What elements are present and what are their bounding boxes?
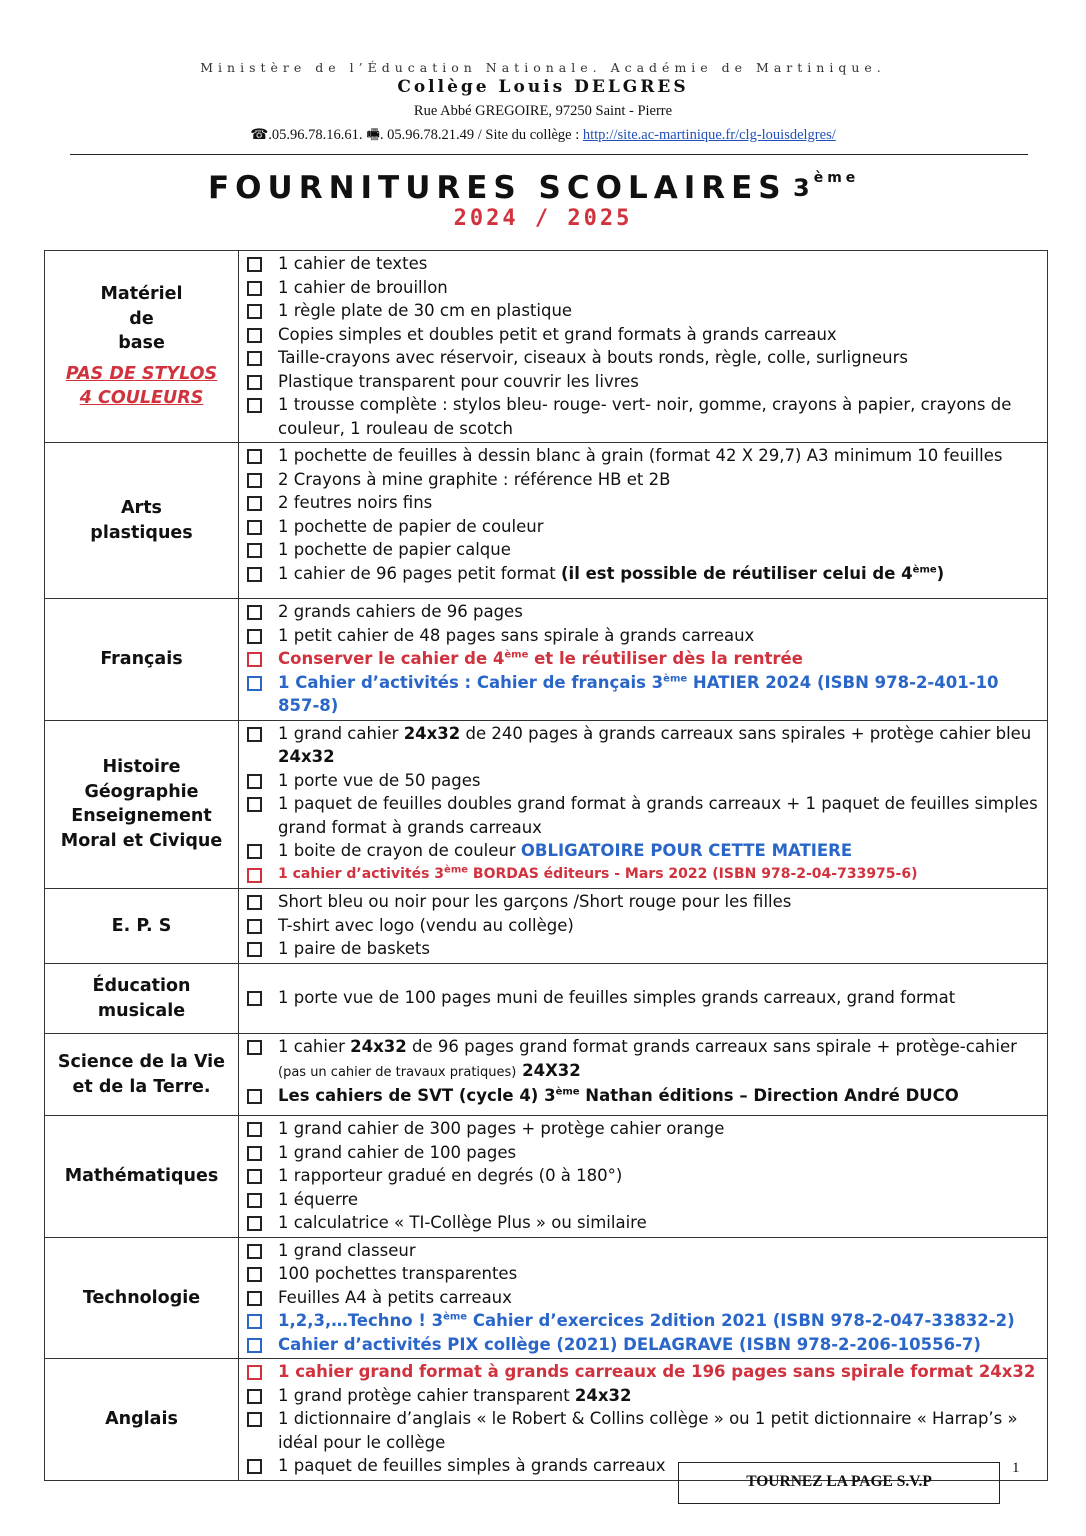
item-text: 1 rapporteur gradué en degrés (0 à 180°) — [278, 1166, 623, 1185]
subject-cell — [45, 1237, 239, 1359]
grade-suffix: ème — [813, 170, 860, 186]
item-emphasis: OBLIGATOIRE POUR CETTE MATIERE — [520, 841, 853, 860]
checkbox-icon[interactable] — [247, 281, 262, 296]
checkbox-icon[interactable] — [247, 1412, 262, 1427]
checkbox-icon[interactable] — [247, 328, 262, 343]
subject-cell — [45, 1116, 239, 1238]
supply-item — [245, 722, 1041, 769]
checkbox-icon[interactable] — [247, 676, 262, 691]
item-bold: 24x32 — [350, 1037, 407, 1056]
checkbox-icon[interactable] — [247, 304, 262, 319]
college-address: Rue Abbé GREGOIRE, 97250 Saint - Pierre — [413, 103, 673, 119]
item-text: 1 cahier de textes — [278, 254, 428, 273]
item-text: 1 boite de crayon de couleur — [278, 841, 521, 860]
item-sup: ème — [663, 673, 688, 684]
item-text: Feuilles A4 à petits carreaux — [278, 1287, 512, 1307]
subject-label: Géographie — [84, 781, 199, 802]
supply-item — [245, 468, 1041, 492]
item-sup: ème — [443, 1311, 468, 1323]
checkbox-icon[interactable] — [247, 473, 262, 488]
phone-number: ☎.05.96.78.16.61. — [250, 127, 363, 143]
supply-item — [245, 1117, 1041, 1141]
checkbox-icon[interactable] — [247, 1389, 262, 1404]
supplies-table — [44, 250, 1048, 1481]
checkbox-icon[interactable] — [247, 398, 262, 413]
item-text: 1 règle plate de 30 cm en plastique — [278, 301, 573, 320]
supply-item — [245, 299, 1041, 323]
checkbox-icon[interactable] — [247, 797, 262, 812]
supply-item — [245, 1407, 1041, 1454]
items-cell — [239, 964, 1048, 1034]
checkbox-icon[interactable] — [247, 520, 262, 535]
subject-cell — [45, 599, 239, 721]
checkbox-icon[interactable] — [247, 1122, 262, 1137]
grade-number: 3 — [793, 174, 814, 202]
section-techno — [45, 1237, 1048, 1359]
checkbox-icon[interactable] — [247, 1244, 262, 1259]
supply-item — [245, 1084, 1041, 1108]
checkbox-icon[interactable] — [247, 1089, 262, 1104]
supply-item — [245, 839, 1041, 863]
checkbox-icon[interactable] — [247, 1314, 262, 1329]
item-text: 1 grand cahier de 100 pages — [278, 1142, 517, 1162]
subject-label: musicale — [97, 1000, 186, 1021]
subject-label: Moral et Civique — [60, 830, 223, 851]
item-bold: 24x32 — [278, 747, 335, 766]
header-divider — [70, 154, 1028, 155]
checkbox-icon[interactable] — [247, 652, 262, 667]
item-text: Conserver le cahier de 4 — [278, 649, 505, 668]
item-text: de 240 pages à grands carreaux sans spirales + protège cahier bleu — [460, 723, 1032, 743]
subject-label: base — [118, 333, 165, 354]
item-text: de 96 pages grand format grands carreaux sans spirale + protège-cahier — [406, 1037, 1017, 1056]
fax-number: 🖷. 05.96.78.21.49 — [366, 127, 475, 143]
item-text: 1 trousse complète : stylos bleu- rouge- vert- noir, gomme, crayons à papier, crayons de couleur, 1 rouleau de scotch — [278, 395, 1012, 438]
supply-item — [245, 346, 1041, 370]
supply-item — [245, 515, 1041, 539]
item-text: T-shirt avec logo (vendu au collège) — [278, 915, 574, 935]
supply-item — [245, 491, 1041, 515]
item-text: 1 cahier grand format à grands carreaux de 196 pages sans spirale format 24x32 — [278, 1362, 1036, 1381]
supply-item — [245, 538, 1041, 562]
item-text: Copies simples et doubles petit et grand formats à grands carreaux — [278, 324, 837, 344]
subject-label: Anglais — [105, 1409, 178, 1429]
subject-label: Science de la Vie — [57, 1052, 226, 1072]
items-cell — [239, 251, 1048, 443]
supply-item — [245, 1141, 1041, 1165]
checkbox-icon[interactable] — [247, 1146, 262, 1161]
grade-level — [793, 170, 860, 202]
section-svt — [45, 1034, 1048, 1116]
supply-item — [245, 769, 1041, 793]
site-link[interactable]: http://site.ac-martinique.fr/clg-louisdelgres/ — [582, 127, 836, 143]
supply-item — [245, 792, 1041, 839]
items-cell — [239, 1034, 1048, 1116]
item-note: (il est possible de réutiliser celui de 4 — [561, 563, 913, 583]
warning-text — [45, 362, 238, 411]
subject-cell — [45, 1034, 239, 1116]
supply-item — [245, 914, 1041, 938]
item-sup: ème — [912, 564, 937, 575]
checkbox-icon[interactable] — [247, 1169, 262, 1184]
item-text: 1 Cahier d’activités : Cahier de français 3 — [278, 672, 664, 692]
checkbox-icon[interactable] — [247, 919, 262, 934]
items-cell — [239, 889, 1048, 964]
subject-label: Histoire — [102, 757, 181, 778]
checkbox-icon[interactable] — [247, 543, 262, 558]
subject-label: Éducation — [92, 976, 191, 996]
item-text: 1 calculatrice « TI-Collège Plus » ou similaire — [278, 1213, 647, 1232]
item-text: BORDAS éditeurs - Mars 2022 (ISBN 978-2-04-733975-6) — [468, 865, 918, 882]
supply-item — [245, 276, 1041, 300]
item-text: 1 petit cahier de 48 pages sans spirale à grands carreaux — [278, 625, 755, 645]
subject-label: de — [129, 308, 154, 329]
warning-line: 4 COULEURS — [79, 388, 204, 409]
checkbox-icon[interactable] — [247, 895, 262, 910]
subject-label: et de la Terre. — [72, 1076, 211, 1097]
subject-label: Enseignement — [71, 806, 212, 827]
items-cell — [239, 720, 1048, 889]
checkbox-icon[interactable] — [247, 727, 262, 742]
checkbox-icon[interactable] — [247, 942, 262, 957]
item-bold: 24X32 — [516, 1060, 581, 1080]
item-text: 1 dictionnaire d’anglais « le Robert & Collins collège » ou 1 petit dictionnaire « Harrap’s » idéal pour le collège — [278, 1409, 1018, 1452]
item-text: 1 grand cahier de 300 pages + protège cahier orange — [278, 1119, 725, 1138]
supply-item — [245, 1333, 1041, 1357]
item-text: Cahier d’exercices 2dition 2021 (ISBN 978-2-047-33832-2) — [467, 1311, 1015, 1330]
section-maths — [45, 1116, 1048, 1238]
supply-item — [245, 1384, 1041, 1408]
section-histoire — [45, 720, 1048, 889]
item-text: 1 cahier — [278, 1037, 351, 1056]
item-note: ) — [936, 563, 945, 583]
item-bold: 24x32 — [574, 1385, 632, 1405]
supply-item — [245, 1188, 1041, 1212]
supply-item — [245, 937, 1041, 961]
item-sup: ème — [555, 1086, 580, 1098]
checkbox-icon[interactable] — [247, 991, 262, 1006]
subject-label: Technologie — [82, 1287, 201, 1308]
item-text: 2 feutres noirs fins — [278, 493, 433, 512]
supply-item — [245, 1035, 1041, 1084]
item-text: 1 cahier d’activités 3 — [278, 865, 445, 882]
item-text: 1 équerre — [278, 1189, 359, 1209]
checkbox-icon[interactable] — [247, 496, 262, 511]
subject-cell — [45, 720, 239, 889]
item-bold: 24x32 — [403, 723, 461, 743]
item-text: 100 pochettes transparentes — [278, 1264, 518, 1283]
supply-item — [245, 252, 1041, 276]
checkbox-icon[interactable] — [247, 605, 262, 620]
supply-item — [245, 1239, 1041, 1263]
supply-item — [245, 600, 1041, 624]
item-text: Les cahiers de SVT (cycle 4) 3 — [278, 1086, 556, 1105]
subject-label: Matériel — [100, 284, 183, 305]
supply-item — [245, 1164, 1041, 1188]
subject-cell — [45, 1359, 239, 1481]
item-text: 1 paquet de feuilles doubles grand format à grands carreaux + 1 paquet de feuilles simples grand format à grands carreaux — [278, 794, 1038, 837]
item-text: 1 pochette de papier calque — [278, 540, 511, 559]
college-name: Collège Louis DELGRES — [397, 77, 689, 97]
checkbox-icon[interactable] — [247, 774, 262, 789]
supply-item — [245, 863, 1041, 887]
item-text: 1 cahier de 96 pages petit format — [278, 563, 561, 583]
item-text: Cahier d’activités PIX collège (2021) DELAGRAVE (ISBN 978-2-206-10556-7) — [278, 1334, 981, 1354]
section-eps — [45, 889, 1048, 964]
item-text: et le réutiliser dès la rentrée — [528, 649, 803, 668]
supply-item — [245, 671, 1041, 718]
checkbox-icon[interactable] — [247, 449, 262, 464]
turn-page-box: TOURNEZ LA PAGE S.V.P — [678, 1462, 1000, 1504]
subject-cell — [45, 443, 239, 599]
supply-item — [245, 647, 1041, 671]
subject-cell — [45, 251, 239, 443]
warning-line: PAS DE STYLOS — [65, 363, 218, 384]
item-sup: ème — [504, 649, 529, 661]
supply-item — [245, 370, 1041, 394]
page-number: 1 — [1012, 1460, 1020, 1476]
section-materiel — [45, 251, 1048, 443]
item-text: 1 grand cahier — [278, 723, 404, 743]
supply-item — [245, 1309, 1041, 1333]
checkbox-icon[interactable] — [247, 844, 262, 859]
item-text: 1 grand classeur — [278, 1240, 416, 1260]
checkbox-icon[interactable] — [247, 1267, 262, 1282]
item-text: Short bleu ou noir pour les garçons /Short rouge pour les filles — [278, 892, 792, 911]
item-text: Plastique transparent pour couvrir les livres — [278, 371, 639, 391]
checkbox-icon[interactable] — [247, 1338, 262, 1353]
item-text: 1 cahier de brouillon — [278, 277, 448, 297]
item-text: 1 paire de baskets — [278, 939, 430, 958]
checkbox-icon[interactable] — [247, 375, 262, 390]
item-text: 1,2,3,…Techno ! 3 — [278, 1311, 444, 1330]
checkbox-icon[interactable] — [247, 1216, 262, 1231]
supply-item — [245, 393, 1041, 440]
item-text: 1 pochette de papier de couleur — [278, 516, 544, 536]
checkbox-icon[interactable] — [247, 1291, 262, 1306]
supply-item — [245, 323, 1041, 347]
checkbox-icon[interactable] — [247, 1365, 262, 1380]
item-text: 2 grands cahiers de 96 pages — [278, 602, 523, 621]
subject-cell — [45, 964, 239, 1034]
subject-label: Français — [100, 649, 183, 669]
items-cell — [239, 1237, 1048, 1359]
supply-item — [245, 444, 1041, 468]
supply-item — [245, 1360, 1041, 1384]
supply-item — [245, 562, 1041, 586]
checkbox-icon[interactable] — [247, 567, 262, 582]
subject-label: E. P. S — [111, 915, 172, 936]
checkbox-icon[interactable] — [247, 351, 262, 366]
checkbox-icon[interactable] — [247, 629, 262, 644]
supply-item — [245, 1262, 1041, 1286]
item-text: 1 grand protège cahier transparent — [278, 1385, 575, 1405]
item-text: 1 porte vue de 100 pages muni de feuilles simples grands carreaux, grand format — [278, 988, 956, 1008]
supply-item — [245, 1286, 1041, 1310]
subject-label: Arts — [121, 498, 162, 518]
checkbox-icon[interactable] — [247, 257, 262, 272]
section-arts — [45, 443, 1048, 599]
supply-item — [245, 890, 1041, 914]
supply-item — [245, 1211, 1041, 1235]
checkbox-icon[interactable] — [247, 1459, 262, 1474]
subject-label: Mathématiques — [64, 1166, 219, 1186]
section-musique — [45, 964, 1048, 1034]
item-text: Nathan éditions – Direction André DUCO — [579, 1086, 959, 1105]
site-label: / Site du collège : — [477, 127, 580, 143]
supply-item — [245, 624, 1041, 648]
school-year: 2024 / 2025 — [453, 206, 633, 231]
checkbox-icon[interactable] — [247, 868, 262, 883]
subject-label: plastiques — [90, 522, 193, 543]
items-cell — [239, 599, 1048, 721]
ministry-line: Ministère de l’Éducation Nationale. Académie de Martinique. — [200, 60, 886, 75]
item-text: 1 pochette de feuilles à dessin blanc à grain (format 42 X 29,7) A3 minimum 10 feuilles — [278, 446, 1003, 465]
item-note: (pas un cahier de travaux pratiques) — [278, 1064, 517, 1080]
contact-line — [0, 124, 1086, 149]
items-cell — [239, 443, 1048, 599]
page-title: FOURNITURES SCOLAIRES — [208, 170, 787, 206]
item-text: Taille-crayons avec réservoir, ciseaux à bouts ronds, règle, colle, surligneurs — [278, 348, 908, 367]
section-francais — [45, 599, 1048, 721]
supply-item — [245, 986, 1041, 1010]
item-text: HATIER 2024 (ISBN 978-2-401-10 857-8) — [278, 672, 999, 715]
item-text: 1 porte vue de 50 pages — [278, 770, 481, 790]
subject-cell — [45, 889, 239, 964]
item-text: 1 paquet de feuilles simples à grands carreaux — [278, 1456, 666, 1475]
item-sup: ème — [444, 863, 469, 875]
checkbox-icon[interactable] — [247, 1193, 262, 1208]
checkbox-icon[interactable] — [247, 1040, 262, 1055]
items-cell — [239, 1116, 1048, 1238]
item-text: 2 Crayons à mine graphite : référence HB et 2B — [278, 469, 671, 489]
